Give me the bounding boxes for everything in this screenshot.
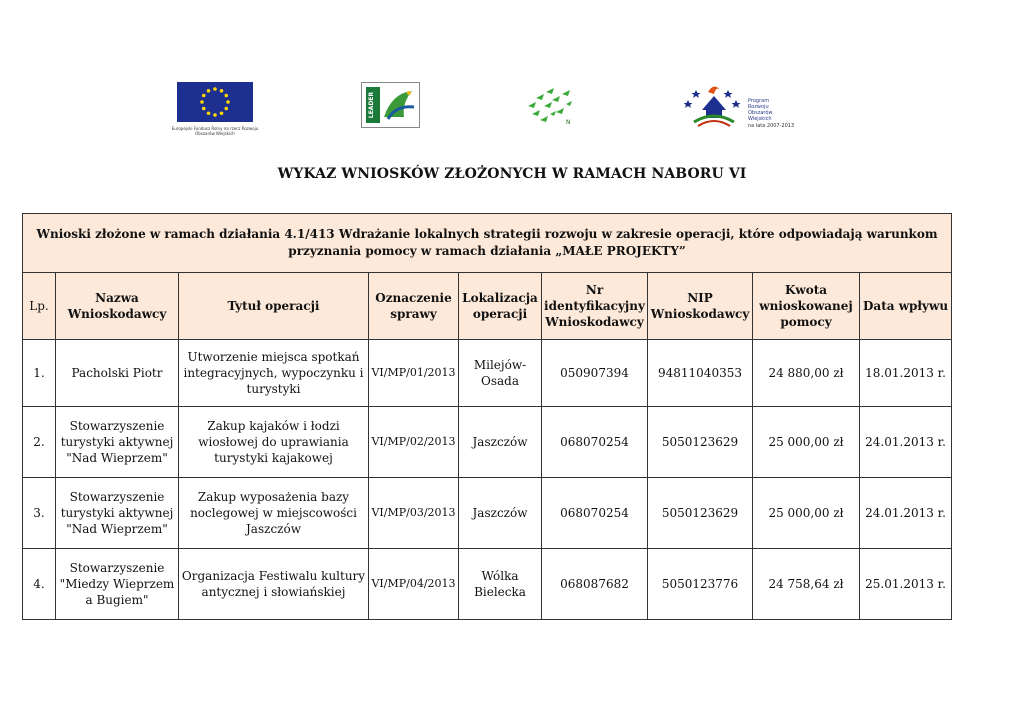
cell-lokalizacja: Wólka Bielecka	[459, 549, 542, 620]
column-header-kwota: Kwota wnioskowanej pomocy	[753, 273, 860, 340]
cell-oznaczenie: VI/MP/02/2013	[369, 407, 459, 478]
prow-text-line: Program	[748, 98, 770, 104]
prow-years: na lata 2007-2013	[748, 123, 795, 129]
eu-star	[202, 107, 206, 111]
section-header-row	[23, 214, 952, 273]
column-header-tytul: Tytuł operacji	[179, 273, 369, 340]
cell-nr: 050907394	[542, 340, 648, 407]
cell-lokalizacja: Milejów-Osada	[459, 340, 542, 407]
prow-text	[748, 98, 808, 129]
column-header-oznaczenie: Oznaczenie sprawy	[369, 273, 459, 340]
eu-star	[220, 111, 224, 115]
cell-lp: 3.	[23, 478, 56, 549]
applications-table	[22, 213, 952, 620]
eu-star	[220, 89, 224, 93]
leader-logo-text: LEADER	[368, 91, 375, 119]
cell-nazwa: Pacholski Piotr	[56, 340, 179, 407]
cell-nazwa: Stowarzyszenie "Miedzy Wieprzem a Bugiem"	[56, 549, 179, 620]
prow-logo	[684, 80, 744, 130]
eu-star	[213, 113, 217, 117]
cell-nazwa: Stowarzyszenie turystyki aktywnej "Nad Wieprzem"	[56, 407, 179, 478]
column-header-lokalizacja: Lokalizacja operacji	[459, 273, 542, 340]
column-header-nip: NIP Wnioskodawcy	[648, 273, 753, 340]
eu-star	[224, 94, 228, 98]
prow-text-line: Obszarów	[748, 110, 773, 116]
cell-lp: 1.	[23, 340, 56, 407]
prow-text-line: Rozwoju	[748, 104, 769, 110]
column-header-data: Data wpływu	[860, 273, 952, 340]
eu-star	[207, 111, 211, 115]
cell-nip: 5050123629	[648, 407, 753, 478]
table-row	[23, 478, 952, 549]
column-header-row	[23, 273, 952, 340]
cell-tytul: Zakup wyposażenia bazy noclegowej w miejscowości Jaszczów	[179, 478, 369, 549]
cell-kwota: 25 000,00 zł	[753, 407, 860, 478]
cell-nr: 068070254	[542, 407, 648, 478]
eu-star	[200, 100, 204, 104]
cell-tytul: Utworzenie miejsca spotkań integracyjnych, wypoczynku i turystyki	[179, 340, 369, 407]
cell-data: 24.01.2013 r.	[860, 407, 952, 478]
table-row	[23, 340, 952, 407]
cell-oznaczenie: VI/MP/03/2013	[369, 478, 459, 549]
page-title: WYKAZ WNIOSKÓW ZŁOŻONYCH W RAMACH NABORU VI	[277, 166, 747, 182]
section-header: Wnioski złożone w ramach działania 4.1/413 Wdrażanie lokalnych strategii rozwoju w zakresie operacji, które odpowiadają warunkom przyznania pomocy w ramach działania „MAŁE PROJEKTY”	[23, 214, 952, 273]
eu-star	[202, 94, 206, 98]
cell-data: 18.01.2013 r.	[860, 340, 952, 407]
cell-tytul: Organizacja Festiwalu kultury antycznej i słowiańskiej	[179, 549, 369, 620]
svg-text:N: N	[566, 119, 571, 126]
ksow-logo	[522, 84, 582, 128]
logo-bar	[0, 78, 1024, 138]
cell-lokalizacja: Jaszczów	[459, 407, 542, 478]
cell-lp: 2.	[23, 407, 56, 478]
prow-text-line: Wiejskich	[748, 116, 772, 122]
cell-nip: 5050123629	[648, 478, 753, 549]
cell-lokalizacja: Jaszczów	[459, 478, 542, 549]
cell-oznaczenie: VI/MP/01/2013	[369, 340, 459, 407]
eu-star	[207, 89, 211, 93]
eu-flag-logo	[177, 82, 253, 122]
cell-kwota: 24 880,00 zł	[753, 340, 860, 407]
cell-nip: 94811040353	[648, 340, 753, 407]
cell-kwota: 25 000,00 zł	[753, 478, 860, 549]
cell-data: 24.01.2013 r.	[860, 478, 952, 549]
eu-star	[226, 100, 230, 104]
cell-tytul: Zakup kajaków i łodzi wiosłowej do uprawiania turystyki kajakowej	[179, 407, 369, 478]
column-header-lp: Lp.	[23, 273, 56, 340]
cell-nr: 068070254	[542, 478, 648, 549]
column-header-nazwa: Nazwa Wnioskodawcy	[56, 273, 179, 340]
cell-nazwa: Stowarzyszenie turystyki aktywnej "Nad Wieprzem"	[56, 478, 179, 549]
leader-logo	[361, 82, 420, 128]
cell-nip: 5050123776	[648, 549, 753, 620]
cell-nr: 068087682	[542, 549, 648, 620]
table-row	[23, 549, 952, 620]
table-row	[23, 407, 952, 478]
eu-caption: Europejski Fundusz Rolny na rzecz Rozwoju Obszarów Wiejskich	[171, 126, 259, 136]
cell-oznaczenie: VI/MP/04/2013	[369, 549, 459, 620]
cell-lp: 4.	[23, 549, 56, 620]
cell-data: 25.01.2013 r.	[860, 549, 952, 620]
cell-kwota: 24 758,64 zł	[753, 549, 860, 620]
column-header-nr: Nr identyfikacyjny Wnioskodawcy	[542, 273, 648, 340]
eu-star	[224, 107, 228, 111]
eu-star	[213, 87, 217, 91]
